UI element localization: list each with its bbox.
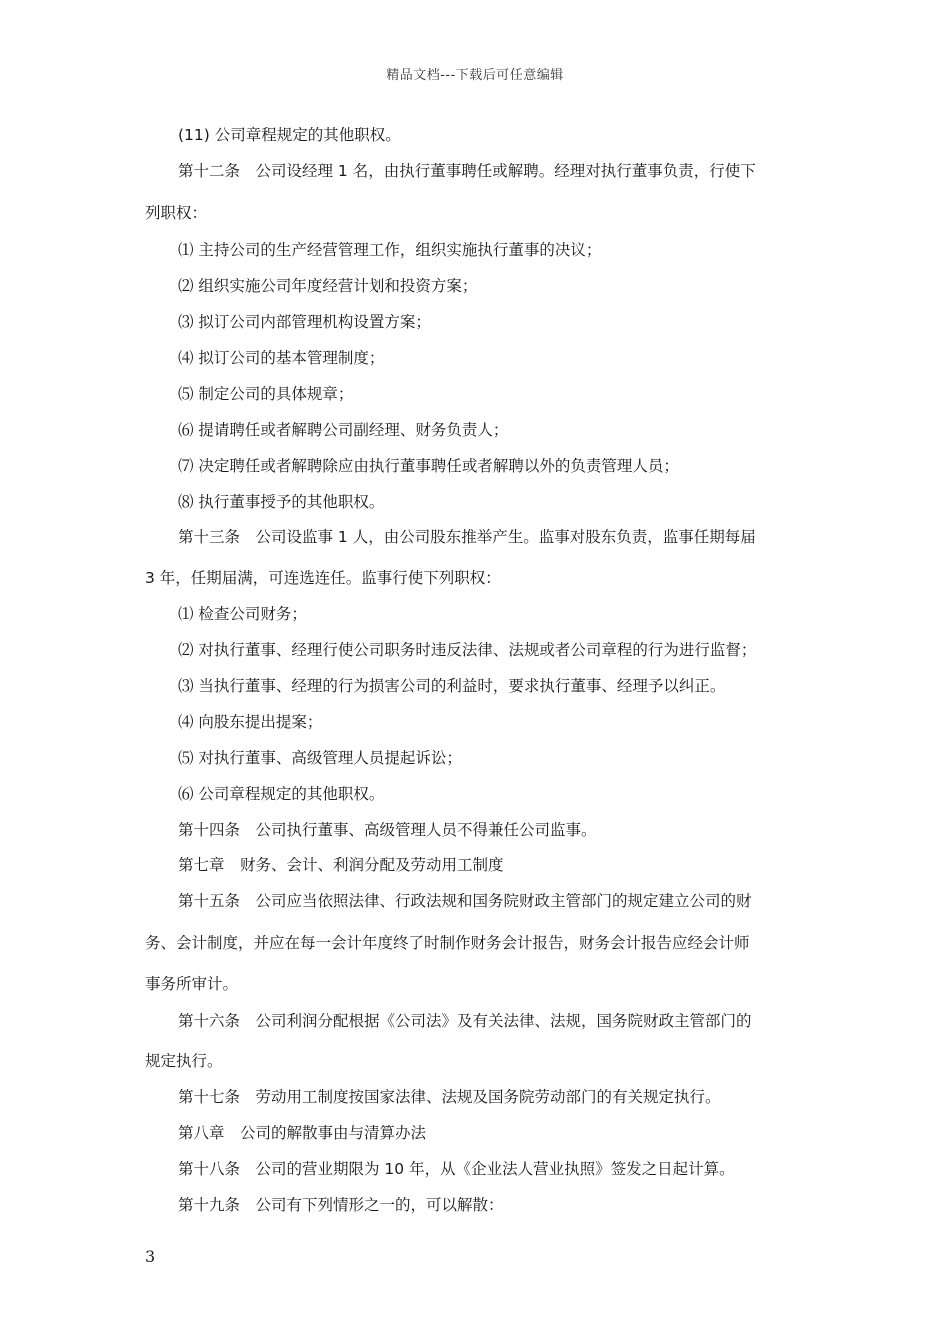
text-line: 第十六条 公司利润分配根据《公司法》及有关法律、法规，国务院财政主管部门的 xyxy=(178,1012,752,1030)
text-line: 第十二条 公司设经理 1 名，由执行董事聘任或解聘。经理对执行董事负责，行使下 xyxy=(178,162,756,180)
text-line: ⑵ 对执行董事、经理行使公司职务时违反法律、法规或者公司章程的行为进行监督； xyxy=(178,641,757,659)
text-line: 列职权： xyxy=(145,204,208,222)
chapter-heading: 第七章 财务、会计、利润分配及劳动用工制度 xyxy=(178,856,504,874)
text-line: ⑷ 拟订公司的基本管理制度； xyxy=(178,349,385,367)
text-line: 第十八条 公司的营业期限为 10 年，从《企业法人营业执照》签发之日起计算。 xyxy=(178,1160,735,1178)
text-line: ⑴ 检查公司财务； xyxy=(178,605,307,623)
text-line: (11) 公司章程规定的其他职权。 xyxy=(178,126,401,144)
text-line: 第十四条 公司执行董事、高级管理人员不得兼任公司监事。 xyxy=(178,821,597,839)
text-line: 务、会计制度，并应在每一会计年度终了时制作财务会计报告，财务会计报告应经会计师 xyxy=(145,934,750,952)
text-line: ⑵ 组织实施公司年度经营计划和投资方案； xyxy=(178,277,478,295)
text-line: 第十七条 劳动用工制度按国家法律、法规及国务院劳动部门的有关规定执行。 xyxy=(178,1088,721,1106)
chapter-heading: 第八章 公司的解散事由与清算办法 xyxy=(178,1124,427,1142)
text-line: ⑶ 拟订公司内部管理机构设置方案； xyxy=(178,313,431,331)
text-line: 3 年，任期届满，可连选连任。监事行使下列职权： xyxy=(145,569,501,587)
text-line: ⑹ 公司章程规定的其他职权。 xyxy=(178,785,385,803)
text-line: 第十九条 公司有下列情形之一的，可以解散： xyxy=(178,1196,504,1214)
text-line: ⑸ 对执行董事、高级管理人员提起诉讼； xyxy=(178,749,462,767)
text-line: ⑹ 提请聘任或者解聘公司副经理、财务负责人； xyxy=(178,421,509,439)
text-line: ⑴ 主持公司的生产经营管理工作，组织实施执行董事的决议； xyxy=(178,241,602,259)
page-header: 精品文档---下载后可任意编辑 xyxy=(386,68,564,83)
text-line: ⑸ 制定公司的具体规章； xyxy=(178,385,354,403)
text-line: ⑻ 执行董事授予的其他职权。 xyxy=(178,493,385,511)
page-number: 3 xyxy=(145,1247,156,1266)
text-line: 第十三条 公司设监事 1 人，由公司股东推举产生。监事对股东负责，监事任期每届 xyxy=(178,528,756,546)
text-line: ⑺ 决定聘任或者解聘除应由执行董事聘任或者解聘以外的负责管理人员； xyxy=(178,457,679,475)
text-line: 第十五条 公司应当依照法律、行政法规和国务院财政主管部门的规定建立公司的财 xyxy=(178,892,752,910)
text-line: 事务所审计。 xyxy=(145,975,239,993)
text-line: ⑷ 向股东提出提案； xyxy=(178,713,323,731)
text-line: ⑶ 当执行董事、经理的行为损害公司的利益时，要求执行董事、经理予以纠正。 xyxy=(178,677,726,695)
text-line: 规定执行。 xyxy=(145,1052,223,1070)
